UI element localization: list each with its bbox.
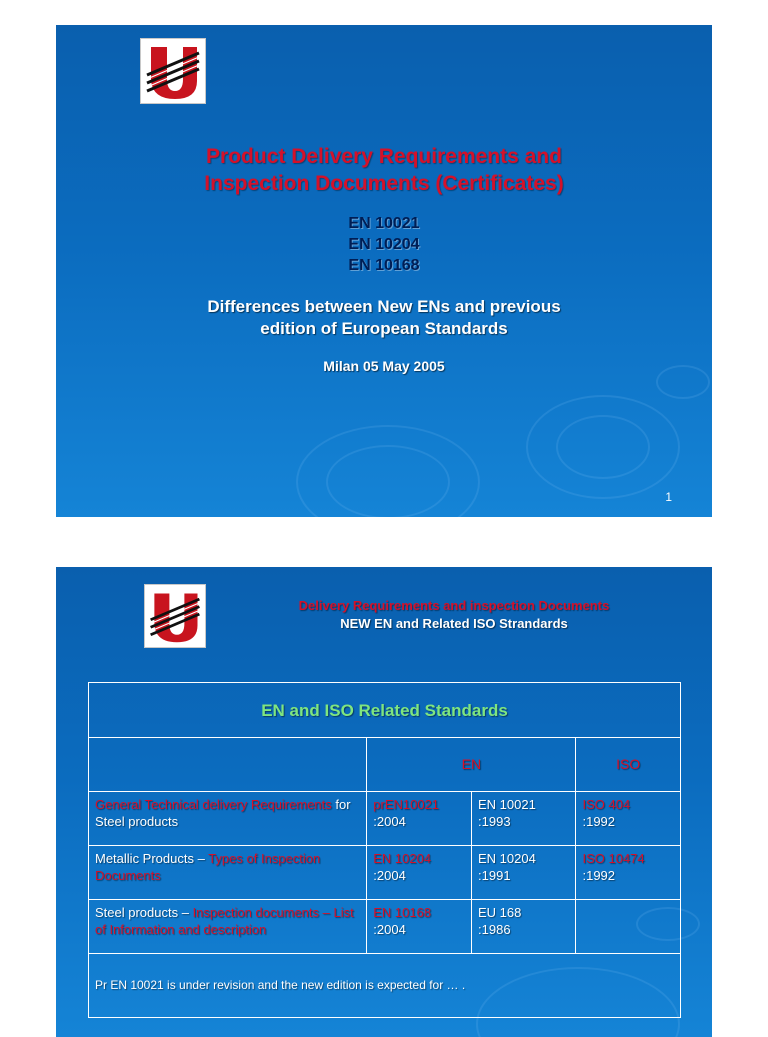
table-note-row [89,954,681,1018]
header-empty-cell [89,738,367,792]
title-line-2: Inspection Documents (Certificates) [204,172,564,195]
table-title: EN and ISO Related Standards [89,683,681,738]
presentation-title [56,143,712,197]
table-title-row [89,683,681,738]
table-row [89,792,681,846]
iso-cell [576,792,681,846]
new-en-code: prEN10021 [373,797,440,812]
label-white: for Steel products [95,797,351,829]
new-en-cell [367,846,472,900]
company-logo [144,584,206,648]
row-label [89,900,367,954]
page-number: 1 [665,490,672,504]
standard-codes [56,213,712,276]
old-en-code: EN 10021 [478,797,536,812]
row-label [89,846,367,900]
table-note: Pr EN 10021 is under revision and the new edition is expected for … . [89,954,681,1018]
new-en-year: :2004 [373,922,406,937]
presentation-date: Milan 05 May 2005 [323,358,445,374]
label-red: Types of Inspection Documents [95,851,321,883]
old-en-year: :1986 [478,922,511,937]
iso-cell [576,846,681,900]
old-en-code: EU 168 [478,905,522,920]
iso-year: :1992 [582,868,616,883]
label-white: Steel products – [95,905,193,920]
new-en-code: EN 10168 [373,905,432,920]
slide-2 [56,567,712,1037]
iso-code: ISO 404 [582,797,631,812]
old-en-cell [472,792,576,846]
slide-heading-white: NEW EN and Related ISO Strandards [340,616,568,631]
presentation-subtitle [56,296,712,340]
new-en-code: EN 10204 [373,851,432,866]
iso-code: ISO 10474 [582,851,645,866]
slide-1 [56,25,712,517]
old-en-year: :1993 [478,814,511,829]
iso-year: :1992 [582,814,616,829]
slide-heading-red: Delivery Requirements and inspection Documents [298,598,610,613]
old-en-code: EN 10204 [478,851,536,866]
column-header-iso: ISO [576,738,681,792]
subtitle-line-2: edition of European Standards [260,319,508,338]
standards-table [88,682,681,1018]
column-header-en: EN [367,738,576,792]
standard-code: EN 10168 [348,257,420,274]
new-en-year: :2004 [373,814,406,829]
new-en-year: :2004 [373,868,406,883]
standard-code: EN 10021 [348,215,420,232]
title-line-1: Product Delivery Requirements and [206,145,562,168]
table-header-row [89,738,681,792]
standard-code: EN 10204 [348,236,420,253]
label-red: General Technical delivery Requirements [95,797,332,812]
label-red: Inspection documents – List of Information and description [95,905,354,937]
old-en-year: :1991 [478,868,511,883]
company-logo [140,38,206,104]
ripple-decoration [326,445,450,517]
old-en-cell [472,900,576,954]
ripple-decoration [526,395,680,499]
new-en-cell [367,900,472,954]
old-en-cell [472,846,576,900]
subtitle-line-1: Differences between New ENs and previous [207,297,561,316]
row-label [89,792,367,846]
ripple-decoration [296,425,480,517]
table-row [89,900,681,954]
iso-cell [576,900,681,954]
label-white: Metallic Products – [95,851,209,866]
table-row [89,846,681,900]
ripple-decoration [556,415,650,479]
new-en-cell [367,792,472,846]
